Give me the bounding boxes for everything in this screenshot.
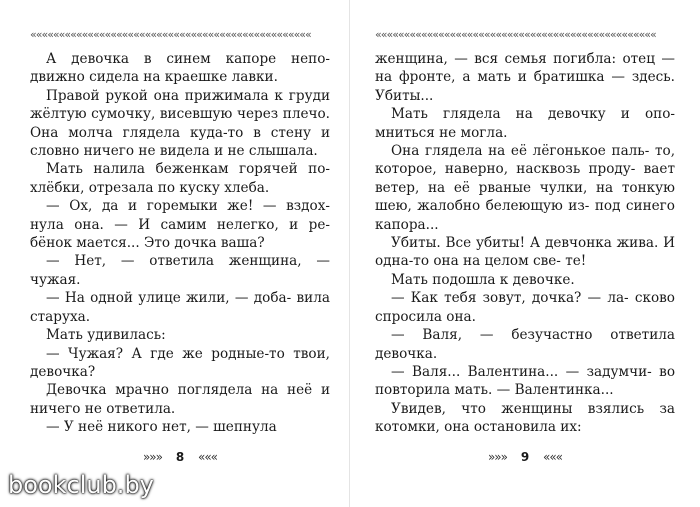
page-folio [30, 450, 330, 464]
text-line: в стену и словно ничего не видела [30, 124, 330, 160]
text-line: — У неё никого нет, — шепнула [46, 419, 277, 436]
paragraph [375, 363, 675, 400]
paragraph [375, 400, 675, 437]
text-line: через плечо. Она молча глядела куда-то [30, 106, 330, 141]
text-line: твои, девочка? [30, 345, 330, 380]
text-line: чужая. [30, 271, 81, 288]
paragraph [375, 289, 675, 326]
text-line: сково спросила она. [375, 290, 675, 325]
paragraph [30, 326, 330, 344]
right-page-text [375, 50, 675, 437]
text-line: вила старуха. [30, 290, 330, 325]
page-folio [375, 450, 675, 464]
text-line: — Валя... Валентина... — задумчи- [391, 363, 652, 380]
watermark: bookclub.by [8, 471, 154, 499]
text-line: Девочка мрачно поглядела на неё [46, 382, 313, 399]
text-line: — На одной улице жили, — доба- [46, 290, 292, 307]
text-line: во повторила мать. — Валентинка... [375, 363, 676, 399]
text-line: и ничего не ответила. [30, 382, 330, 417]
text-line: Правой рукой она прижимала к [46, 87, 283, 104]
paragraph [375, 142, 675, 234]
paragraph [30, 381, 330, 418]
text-line: тонкую шею, жалобно белеющую из- [375, 179, 675, 215]
text-line: те! [565, 253, 587, 270]
page-number: 9 [520, 450, 530, 464]
folio-ornament: ««« [198, 450, 218, 464]
text-line: Она глядела на её лёгонькое паль- [391, 143, 650, 160]
text-line: Увидев, что женщины взялись за [391, 400, 675, 417]
text-line: котомки, она остановила их: [375, 419, 582, 436]
paragraph [30, 160, 330, 197]
right-page [375, 0, 675, 507]
text-line: Мать удивилась: [46, 327, 166, 344]
page-number: 8 [175, 450, 185, 464]
paragraph [30, 87, 330, 161]
folio-ornament: ««« [543, 450, 563, 464]
text-line: то, которое, наверно, насквозь проду- [375, 143, 676, 178]
text-line: женщина, — вся семья погибла: отец [375, 51, 655, 67]
text-line: девочка. [375, 345, 438, 362]
text-line: — Нет, — ответила женщина, — [46, 253, 330, 270]
ornamental-border: ««««««««««««««««««««««««««««««««««««««««««««««««« [30, 30, 311, 40]
text-line: хлёбки, отрезала по куску хлеба. [30, 179, 270, 196]
folio-ornament: »»» [487, 450, 507, 464]
left-page-text [30, 50, 330, 437]
text-line: вает ветер, на её рваные чулки, на [375, 161, 675, 196]
text-line: Убиты. Все убиты! А девчонка [391, 235, 612, 252]
text-line: — на фронте, а мать и братишка — [375, 51, 676, 86]
paragraph [375, 50, 675, 105]
text-line: бёнок мается... Это дочка ваша? [30, 235, 265, 252]
text-line: здесь. Убиты... [375, 69, 675, 104]
text-line: жива. И одна-то она на целом све- [375, 235, 675, 270]
text-line: — Валя, — безучастно ответила [391, 327, 675, 344]
text-line: Мать глядела на девочку и опо- [391, 106, 675, 123]
paragraph [375, 234, 675, 271]
paragraph [375, 326, 675, 363]
paragraph [30, 252, 330, 289]
text-line: нула она. — И самим нелегко, и ре- [30, 216, 330, 233]
text-line: — Чужая? А где же родные-то [46, 345, 285, 362]
text-line: под синего капора... [375, 198, 675, 233]
ornamental-border: ««««««««««««««««««««««««««««««««««««««««««««««««« [375, 30, 656, 40]
folio-ornament: »»» [142, 450, 162, 464]
text-line: груди жёлтую сумочку, висевшую [30, 87, 331, 123]
page-gutter [349, 0, 350, 507]
text-line: мниться не могла. [375, 124, 508, 141]
paragraph [30, 289, 330, 326]
left-page [30, 0, 330, 507]
text-line: Мать налила беженкам горячей по- [46, 161, 330, 178]
paragraph [30, 50, 330, 87]
text-line: — Ох, да и горемыки же! — вздох- [46, 198, 330, 215]
text-line: движно сидела на краешке лавки. [30, 69, 278, 86]
paragraph [375, 105, 675, 142]
text-line: — Как тебя зовут, дочка? — ла- [391, 290, 629, 307]
paragraph [30, 345, 330, 382]
text-line: А девочка в синем капоре непо- [46, 51, 330, 67]
text-line: Мать подошла к девочке. [391, 271, 575, 288]
paragraph [30, 197, 330, 252]
paragraph [30, 418, 330, 436]
paragraph [375, 271, 675, 289]
text-line: и не слышала. [214, 143, 318, 160]
